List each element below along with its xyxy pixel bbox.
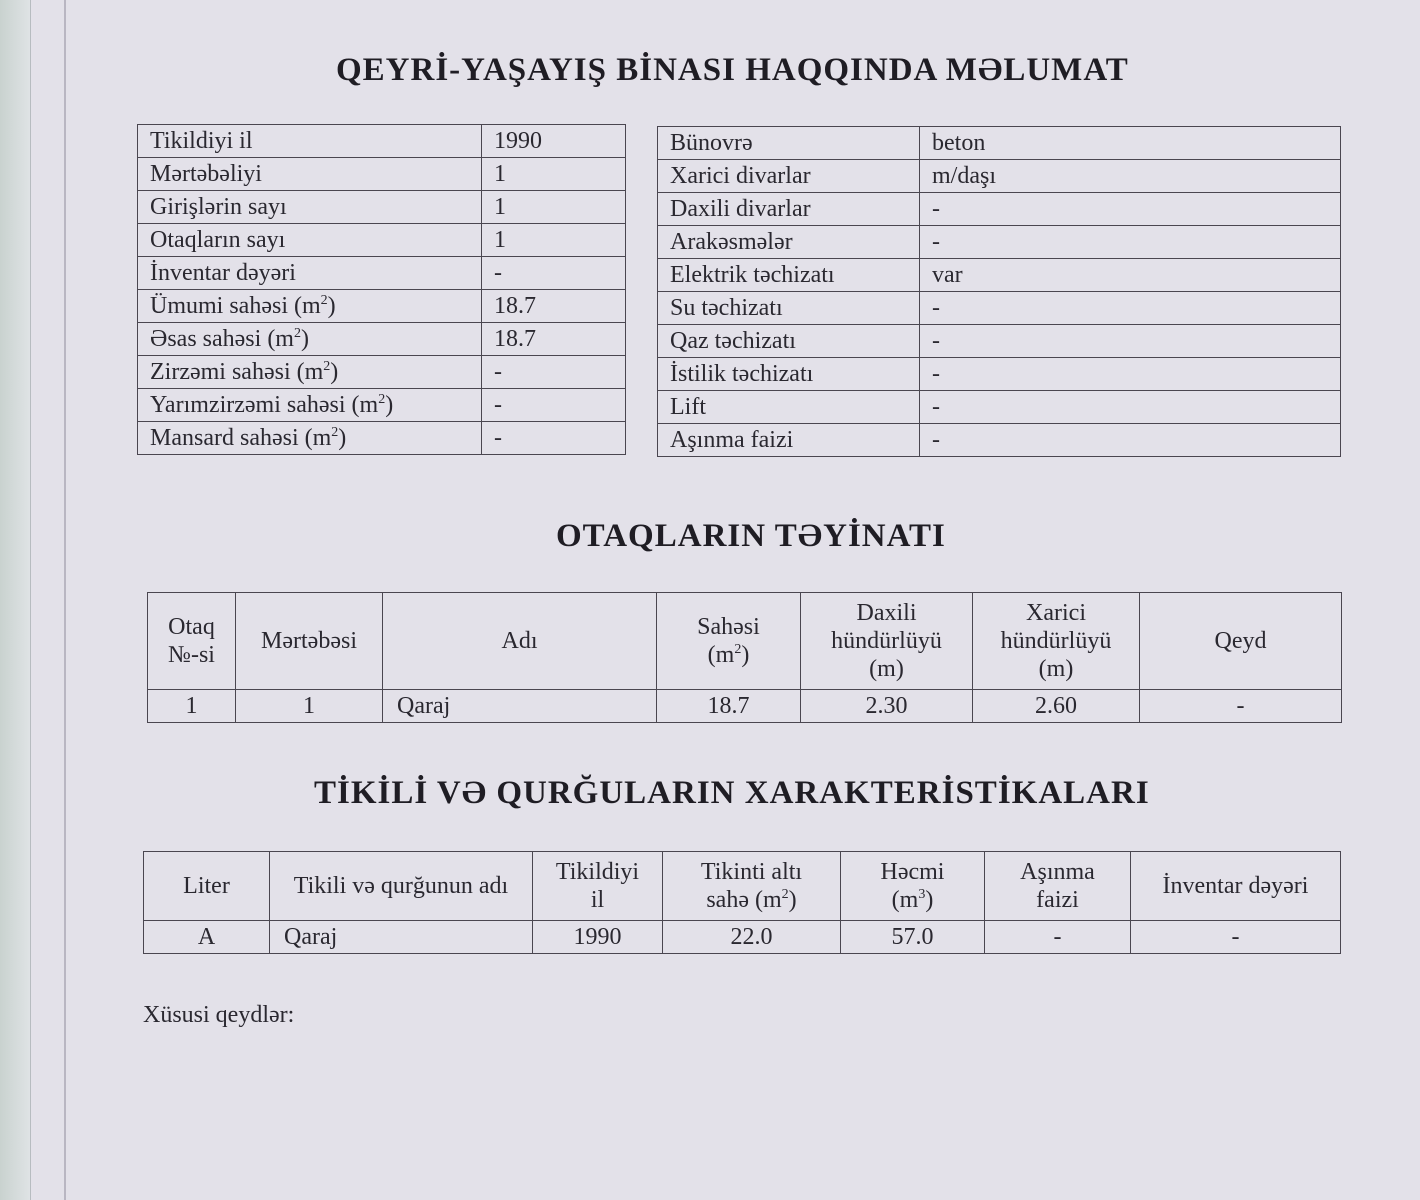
col-inner-height: Daxili hündürlüyü (m) <box>801 593 973 690</box>
material-value: - <box>920 226 1341 259</box>
table-row <box>658 127 1341 160</box>
table-row <box>138 158 626 191</box>
floor-cell: 1 <box>236 690 383 723</box>
year-cell: 1990 <box>533 921 663 954</box>
col-footprint: Tikinti altı sahə $(m^2)$ <box>663 852 841 921</box>
building-label: Mansard sahəsi $(m^2)$ <box>138 422 482 455</box>
building-value: 1 <box>482 158 626 191</box>
table-header-row <box>144 852 1341 921</box>
col-wear: Aşınma faizi <box>985 852 1131 921</box>
col-floor: Mərtəbəsi <box>236 593 383 690</box>
col-inventory-value: İnventar dəyəri <box>1131 852 1341 921</box>
table-row <box>138 323 626 356</box>
wear-cell: - <box>985 921 1131 954</box>
page-edge-line <box>64 0 66 1200</box>
material-label: Arakəsmələr <box>658 226 920 259</box>
area-cell: 18.7 <box>657 690 801 723</box>
table-row <box>138 257 626 290</box>
table-row <box>138 290 626 323</box>
col-liter: Liter <box>144 852 270 921</box>
volume-cell: 57.0 <box>841 921 985 954</box>
table-row <box>138 191 626 224</box>
table-row <box>658 358 1341 391</box>
building-value: 1990 <box>482 125 626 158</box>
table-row <box>658 259 1341 292</box>
material-label: Aşınma faizi <box>658 424 920 457</box>
room-purpose-title: OTAQLARIN TƏYİNATI <box>556 518 946 554</box>
table-row <box>658 325 1341 358</box>
building-value: - <box>482 422 626 455</box>
building-label: Yarımzirzəmi sahəsi $(m^2)$ <box>138 389 482 422</box>
table-row <box>138 389 626 422</box>
table-row <box>658 160 1341 193</box>
table-row <box>658 424 1341 457</box>
table-row <box>138 356 626 389</box>
material-value: m/daşı <box>920 160 1341 193</box>
inventory-value-cell: - <box>1131 921 1341 954</box>
material-value: - <box>920 292 1341 325</box>
col-structure-name: Tikili və qurğunun adı <box>270 852 533 921</box>
structures-title: TİKİLİ VƏ QURĞULARIN XARAKTERİSTİKALARI <box>314 775 1150 811</box>
material-value: - <box>920 193 1341 226</box>
material-label: Bünovrə <box>658 127 920 160</box>
inner-height-cell: 2.30 <box>801 690 973 723</box>
table-header-row <box>148 593 1342 690</box>
material-value: beton <box>920 127 1341 160</box>
table-row <box>138 125 626 158</box>
material-label: Daxili divarlar <box>658 193 920 226</box>
building-value: 1 <box>482 191 626 224</box>
building-label: Mərtəbəliyi <box>138 158 482 191</box>
table-row <box>144 921 1341 954</box>
material-value: var <box>920 259 1341 292</box>
footprint-cell: 22.0 <box>663 921 841 954</box>
building-value: - <box>482 257 626 290</box>
room-no-cell: 1 <box>148 690 236 723</box>
col-year: Tikildiyi il <box>533 852 663 921</box>
col-area: Sahəsi $(m^2)$ <box>657 593 801 690</box>
building-label: Ümumi sahəsi $(m^2)$ <box>138 290 482 323</box>
material-label: Xarici divarlar <box>658 160 920 193</box>
material-label: Elektrik təchizatı <box>658 259 920 292</box>
table-row <box>138 224 626 257</box>
special-notes-label: Xüsusi qeydlər: <box>143 1002 295 1028</box>
material-value: - <box>920 391 1341 424</box>
building-label: İnventar dəyəri <box>138 257 482 290</box>
materials-table <box>657 126 1341 457</box>
col-note: Qeyd <box>1140 593 1342 690</box>
material-value: - <box>920 325 1341 358</box>
material-label: Lift <box>658 391 920 424</box>
table-row <box>658 226 1341 259</box>
building-label: Əsas sahəsi $(m^2)$ <box>138 323 482 356</box>
table-row <box>148 690 1342 723</box>
note-cell: - <box>1140 690 1342 723</box>
material-value: - <box>920 358 1341 391</box>
building-value: 18.7 <box>482 323 626 356</box>
table-row <box>658 292 1341 325</box>
col-volume: Həcmi $(m^3)$ <box>841 852 985 921</box>
table-row <box>658 391 1341 424</box>
building-info-table <box>137 124 626 455</box>
table-row <box>138 422 626 455</box>
structure-name-cell: Qaraj <box>270 921 533 954</box>
building-label: Girişlərin sayı <box>138 191 482 224</box>
page-margin <box>0 0 31 1200</box>
table-row <box>658 193 1341 226</box>
building-value: 18.7 <box>482 290 626 323</box>
building-label: Zirzəmi sahəsi $(m^2)$ <box>138 356 482 389</box>
building-label: Tikildiyi il <box>138 125 482 158</box>
building-label: Otaqların sayı <box>138 224 482 257</box>
material-label: Qaz təchizatı <box>658 325 920 358</box>
building-value: 1 <box>482 224 626 257</box>
material-label: İstilik təchizatı <box>658 358 920 391</box>
outer-height-cell: 2.60 <box>973 690 1140 723</box>
structures-table <box>143 851 1341 954</box>
col-outer-height: Xarici hündürlüyü (m) <box>973 593 1140 690</box>
rooms-table <box>147 592 1342 723</box>
building-value: - <box>482 389 626 422</box>
material-value: - <box>920 424 1341 457</box>
liter-cell: A <box>144 921 270 954</box>
name-cell: Qaraj <box>383 690 657 723</box>
building-value: - <box>482 356 626 389</box>
material-label: Su təchizatı <box>658 292 920 325</box>
building-info-title: QEYRİ-YAŞAYIŞ BİNASI HAQQINDA MƏLUMAT <box>336 52 1129 88</box>
col-room-no: Otaq №-si <box>148 593 236 690</box>
col-name: Adı <box>383 593 657 690</box>
